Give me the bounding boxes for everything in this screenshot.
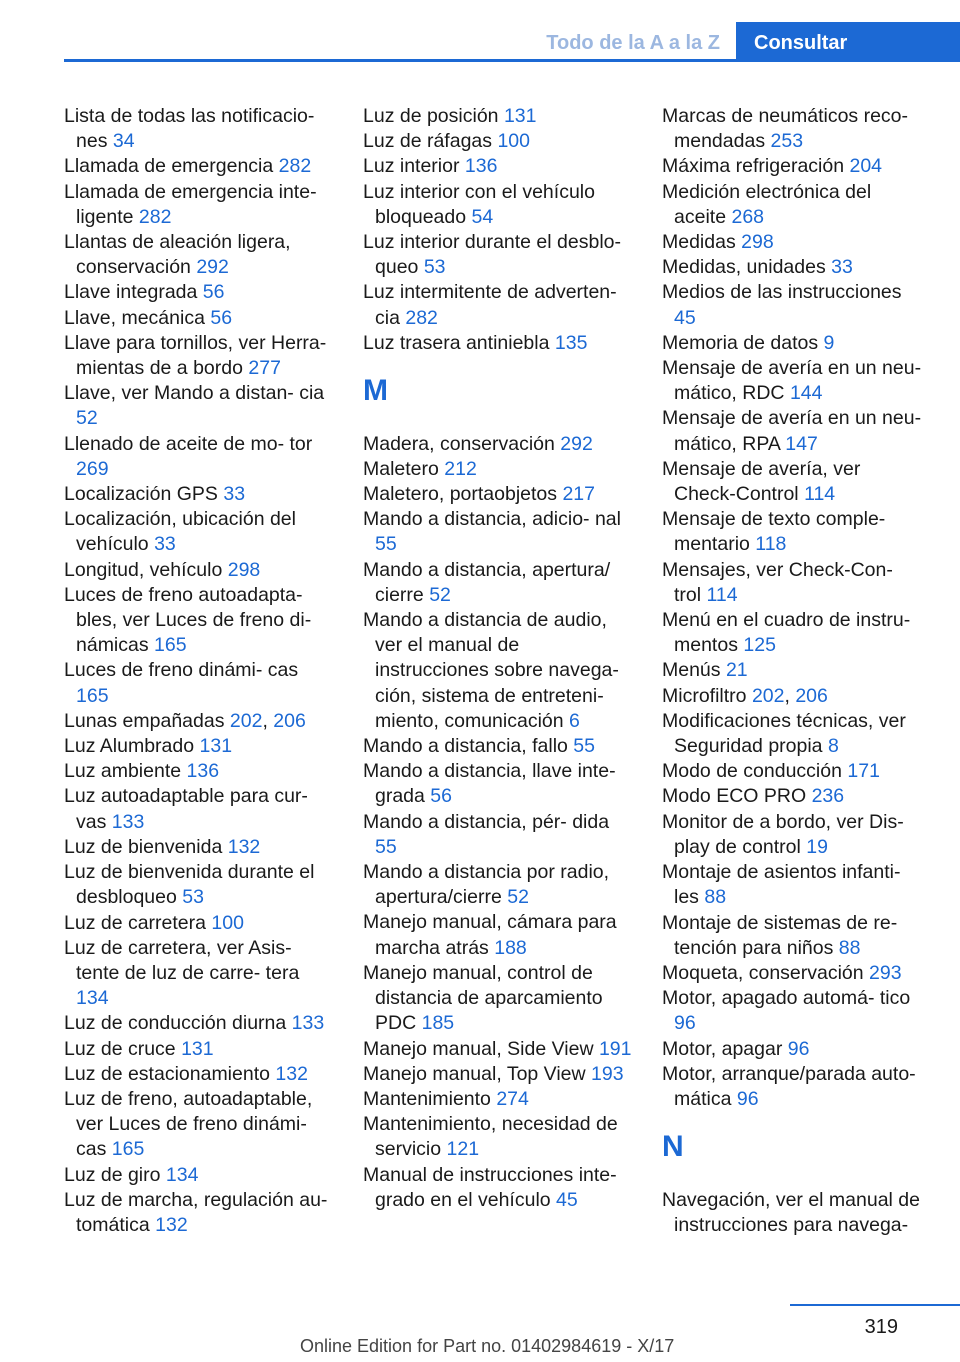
page-link[interactable]: 114	[706, 583, 738, 606]
entry-term: Medidas	[662, 231, 736, 254]
index-entry	[363, 1037, 635, 1062]
index-entry	[363, 129, 635, 154]
index-entry	[64, 860, 336, 910]
index-entry	[363, 734, 635, 759]
page-link[interactable]: 33	[223, 483, 246, 506]
index-entry	[363, 1062, 635, 1087]
entry-term: Llave para tornillos, ver Herra‐ mientas de a bordo	[64, 331, 327, 380]
entry-term: Máxima refrigeración	[662, 155, 845, 178]
entry-term: Luz de giro	[64, 1163, 161, 1186]
page-link[interactable]: 55	[375, 835, 397, 858]
page-link[interactable]: 191	[598, 1037, 632, 1060]
page-link[interactable]: 135	[554, 331, 588, 354]
entry-term: Montaje de asientos infanti‐ les	[662, 861, 901, 909]
entry-term: Mando a distancia de audio, ver el manual de instrucciones sobre navega‐ ción, sistema de entreteni‐ miento, comunicación	[363, 609, 619, 732]
entry-term: Llave, mecánica	[64, 306, 205, 329]
entry-term: Llamada de emergencia	[64, 155, 274, 178]
index-entry	[363, 910, 635, 960]
index-entry	[64, 1087, 336, 1163]
entry-term: Luces de freno dinámi‐ cas	[64, 659, 299, 682]
entry-term: Navegación, ver el manual de instrucciones para navega‐	[662, 1188, 920, 1236]
index-entry	[363, 180, 635, 230]
index-entry	[662, 154, 924, 179]
entry-term: Medidas, unidades	[662, 256, 826, 279]
entry-term: Luz interior durante el desblo‐ queo	[363, 231, 621, 279]
index-entry	[662, 356, 924, 406]
page-link[interactable]: 9	[823, 331, 835, 354]
index-entry	[64, 835, 336, 860]
index-entry	[363, 558, 635, 608]
header-bar	[64, 22, 960, 62]
entry-term: Madera, conservación	[363, 432, 555, 455]
page-link[interactable]: 56	[202, 281, 225, 304]
entry-term: Longitud, vehículo	[64, 558, 223, 581]
index-entry	[64, 432, 336, 482]
entry-term: Luz de estacionamiento	[64, 1062, 270, 1085]
index-entry	[363, 1112, 635, 1162]
index-entry	[64, 482, 336, 507]
index-entry	[662, 1037, 924, 1062]
header-rule	[64, 59, 960, 62]
page-link[interactable]: 136	[464, 155, 498, 178]
index-entry	[662, 457, 924, 507]
entry-term: Mando a distancia por radio, apertura/cierre	[363, 861, 610, 909]
index-entry	[662, 406, 924, 456]
page-link[interactable]: 274	[496, 1087, 529, 1110]
page-link[interactable]: 96	[787, 1037, 810, 1060]
page-link[interactable]: 33	[831, 256, 853, 279]
page-link[interactable]: 165	[76, 684, 109, 707]
index-entry	[64, 1188, 336, 1238]
page-link[interactable]: 132	[227, 835, 261, 858]
page-number: 319	[864, 1316, 898, 1338]
index-entry	[64, 154, 336, 179]
index-entry	[64, 230, 336, 280]
index-column-2	[363, 104, 635, 1213]
page-link[interactable]: 8	[827, 735, 839, 758]
entry-term: Localización, ubicación del vehículo	[64, 508, 296, 556]
entry-term: Luz interior con el vehículo bloqueado	[363, 180, 595, 228]
entry-term: Mando a distancia, fallo	[363, 735, 568, 758]
entry-term: Menú en el cuadro de instru‐ mentos	[662, 609, 911, 657]
entry-term: Memoria de datos	[662, 331, 819, 354]
page-link[interactable]: 55	[375, 533, 397, 556]
page-link[interactable]: 34	[112, 130, 135, 153]
entry-term: Manejo manual, Side View	[363, 1037, 594, 1060]
entry-term: Luz autoadaptable para cur‐ vas	[64, 785, 308, 833]
page-link[interactable]: 298	[227, 558, 261, 581]
page-link[interactable]: 96	[736, 1087, 759, 1110]
entry-term: Luz de conducción diurna	[64, 1012, 287, 1035]
entry-term: Llamada de emergencia inte‐ ligente	[64, 180, 317, 228]
index-entry	[64, 558, 336, 583]
entry-term: Luz de carretera	[64, 911, 206, 934]
entry-term: Motor, apagar	[662, 1037, 783, 1060]
index-entry	[64, 1011, 336, 1036]
page-link[interactable]: 206	[273, 709, 306, 732]
page-link[interactable]: 134	[76, 987, 109, 1010]
index-entry	[64, 381, 336, 431]
entry-term: Marcas de neumáticos reco‐ mendadas	[662, 105, 909, 153]
index-column-3	[662, 104, 924, 1238]
entry-term: Luz de bienvenida durante el desbloqueo	[64, 861, 315, 909]
page-link[interactable]: 131	[181, 1037, 214, 1060]
index-entry	[363, 154, 635, 179]
page-link[interactable]: 204	[849, 155, 883, 178]
index-entry	[363, 1163, 635, 1213]
page-link[interactable]: 52	[507, 886, 529, 909]
index-column-1	[64, 104, 336, 1238]
page-link[interactable]: 134	[165, 1163, 199, 1186]
entry-term: Luz de cruce	[64, 1037, 176, 1060]
page-link[interactable]: 282	[278, 155, 312, 178]
entry-term: Medición electrónica del aceite	[662, 180, 872, 228]
chapter-tab[interactable]: Consultar	[736, 22, 960, 62]
entry-term: Modificaciones técnicas, ver Seguridad propia	[662, 709, 906, 758]
entry-term: Mando a distancia, apertura/ cierre	[363, 558, 611, 606]
footer-rule	[790, 1304, 960, 1306]
entry-term: Moqueta, conservación	[662, 961, 864, 984]
index-entry	[64, 104, 336, 154]
entry-term: Luz trasera antiniebla	[363, 331, 550, 354]
page-link[interactable]: 202	[229, 709, 263, 732]
page-link[interactable]: 212	[444, 457, 477, 480]
index-entry	[363, 507, 635, 557]
index-entry	[64, 331, 336, 381]
page-link[interactable]: 45	[674, 306, 696, 329]
index-entry	[662, 1062, 924, 1112]
page-link[interactable]: 202	[751, 684, 785, 707]
page-link[interactable]: 21	[725, 659, 748, 682]
index-entry	[662, 860, 924, 910]
index-entry	[662, 961, 924, 986]
entry-term: Luz de carretera, ver Asis‐ tente de luz de carre‐ tera	[64, 936, 300, 984]
index-entry	[662, 608, 924, 658]
index-entry	[363, 230, 635, 280]
entry-term: Maletero	[363, 457, 439, 480]
index-entry	[363, 608, 635, 734]
page-link[interactable]: 217	[562, 483, 595, 506]
section-tab[interactable]: Todo de la A a la Z	[546, 32, 720, 54]
edition-text: Online Edition for Part no. 01402984619 - X/17	[300, 1336, 675, 1356]
page-link[interactable]: 292	[560, 432, 593, 455]
page-link[interactable]: 133	[291, 1012, 325, 1035]
index-entry	[662, 709, 924, 759]
page-link[interactable]: 144	[789, 382, 823, 405]
page-link[interactable]: 121	[446, 1138, 480, 1161]
entry-term: Llave integrada	[64, 281, 198, 304]
page-link[interactable]: 56	[210, 306, 233, 329]
entry-term: Luz intermitente de adverten‐ cia	[363, 281, 617, 329]
page-link[interactable]: 253	[770, 130, 804, 153]
page-link[interactable]: 96	[674, 1012, 696, 1035]
index-entry	[662, 507, 924, 557]
entry-term: Mensaje de texto comple‐ mentario	[662, 508, 886, 556]
index-entry	[662, 180, 924, 230]
page-link[interactable]: 55	[573, 735, 595, 758]
entry-term: Manual de instrucciones inte‐ grado en el vehículo	[363, 1163, 617, 1211]
index-entry	[662, 759, 924, 784]
entry-term: Motor, arranque/parada auto‐ mática	[662, 1062, 916, 1110]
page-link[interactable]: 165	[154, 634, 187, 657]
entry-term: Localización GPS	[64, 483, 218, 506]
entry-term: Monitor de a bordo, ver Dis‐ play de control	[662, 810, 904, 858]
entry-term: Microfiltro	[662, 684, 747, 707]
page-link[interactable]: 206	[795, 684, 828, 707]
entry-term: Mensajes, ver Check-Con‐ trol	[662, 558, 893, 606]
index-entry	[363, 810, 635, 860]
entry-term: Mando a distancia, llave inte‐ grada	[363, 760, 616, 808]
page-link[interactable]: 19	[806, 835, 828, 858]
section-letter: N	[662, 1130, 684, 1164]
page-link[interactable]: 132	[275, 1062, 308, 1085]
index-entry	[64, 911, 336, 936]
page-link[interactable]: 188	[494, 936, 527, 959]
page-link[interactable]: 53	[423, 256, 446, 279]
entry-term: Maletero, portaobjetos	[363, 483, 558, 506]
entry-term: Modo de conducción	[662, 760, 842, 783]
page-link[interactable]: 88	[838, 936, 861, 959]
entry-term: Modo ECO PRO	[662, 785, 807, 808]
index-entry	[662, 810, 924, 860]
page-link[interactable]: 56	[430, 785, 452, 808]
page-link[interactable]: 6	[569, 709, 580, 732]
page-link[interactable]: 298	[741, 231, 774, 254]
page-link[interactable]: 268	[731, 205, 765, 228]
page-link[interactable]: 185	[421, 1012, 455, 1035]
index-entry	[363, 961, 635, 1037]
entry-term: Mantenimiento	[363, 1087, 491, 1110]
page-link[interactable]: 125	[743, 634, 776, 657]
index-entry	[363, 457, 635, 482]
page-link[interactable]: 193	[591, 1062, 624, 1085]
page-link[interactable]: 53	[182, 886, 204, 909]
entry-term: Mensaje de avería, ver Check-Control	[662, 457, 861, 506]
entry-term: Mensaje de avería en un neu‐ mático, RDC	[662, 357, 922, 405]
index-entry	[662, 104, 924, 154]
index-entry: Microfiltro 202, 206	[662, 684, 828, 707]
page-link[interactable]: 88	[704, 886, 727, 909]
entry-term: Luz Alumbrado	[64, 735, 195, 758]
page-link[interactable]: 282	[138, 205, 172, 228]
entry-term: Luz interior	[363, 155, 460, 178]
page-link[interactable]: 131	[199, 735, 233, 758]
entry-term: Mando a distancia, pér‐ dida	[363, 810, 610, 833]
page-link[interactable]: 133	[111, 810, 145, 833]
index-entry	[662, 986, 924, 1036]
index-entry	[363, 759, 635, 809]
page-link[interactable]: 147	[785, 432, 818, 455]
index-entry: Lunas empañadas 202, 206	[64, 709, 306, 732]
index-entry	[662, 911, 924, 961]
page-link[interactable]: 52	[429, 583, 451, 606]
page-link[interactable]: 114	[804, 483, 836, 506]
entry-term: Lista de todas las notificacio‐ nes	[64, 105, 315, 153]
index-entry	[662, 1188, 924, 1238]
entry-term: Luz ambiente	[64, 760, 182, 783]
index-entry	[64, 583, 336, 659]
index-entry	[64, 507, 336, 557]
entry-term: Luz de marcha, regulación au‐ tomática	[64, 1188, 328, 1236]
page-link[interactable]: 131	[503, 105, 537, 127]
page-link[interactable]: 132	[155, 1213, 188, 1236]
entry-term: Medios de las instrucciones	[662, 281, 902, 304]
entry-term: Mantenimiento, necesidad de servicio	[363, 1113, 618, 1161]
index-entry	[64, 734, 336, 759]
entry-term: Menús	[662, 659, 721, 682]
index-entry	[363, 331, 635, 356]
page-link[interactable]: 171	[847, 760, 880, 783]
index-entry	[64, 759, 336, 784]
section-letter: M	[363, 374, 388, 408]
entry-term: Luz de ráfagas	[363, 130, 493, 153]
entry-term: Llenado de aceite de mo‐ tor	[64, 432, 313, 455]
index-entry	[662, 255, 924, 280]
page-link[interactable]: 100	[211, 911, 244, 934]
index-entry	[662, 784, 924, 809]
index-entry	[662, 558, 924, 608]
index-entry	[662, 280, 924, 330]
entry-term: Lunas empañadas	[64, 709, 225, 732]
page-link[interactable]: 282	[405, 306, 438, 329]
entry-term: Montaje de sistemas de re‐ tención para niños	[662, 911, 898, 959]
index-entry	[662, 658, 924, 683]
entry-term: Luces de freno autoadapta‐ bles, ver Luces de freno di‐ námicas	[64, 583, 312, 657]
page-link[interactable]: 54	[471, 205, 494, 228]
page-link[interactable]: 292	[196, 256, 229, 279]
index-entry	[363, 104, 635, 129]
page-link[interactable]: 165	[111, 1138, 145, 1161]
index-entry	[363, 482, 635, 507]
page-link[interactable]: 277	[248, 357, 281, 380]
index-entry	[64, 1037, 336, 1062]
index-entry	[64, 180, 336, 230]
index-entry	[363, 280, 635, 330]
page-link[interactable]: 118	[755, 533, 787, 556]
index-entry	[64, 784, 336, 834]
index-entry	[363, 1087, 635, 1112]
page-link[interactable]: 100	[497, 130, 530, 153]
index-entry	[363, 860, 635, 910]
index-entry	[64, 1062, 336, 1087]
page-link[interactable]: 236	[811, 785, 845, 808]
page-link[interactable]: 52	[76, 407, 98, 430]
index-entry	[64, 1163, 336, 1188]
entry-term: Manejo manual, control de distancia de aparcamiento PDC	[363, 961, 603, 1035]
index-entry	[64, 658, 336, 708]
entry-term: Luz de bienvenida	[64, 835, 223, 858]
index-entry	[64, 936, 336, 1012]
entry-term: Manejo manual, cámara para marcha atrás	[363, 911, 617, 959]
entry-term: Llave, ver Mando a distan‐ cia	[64, 382, 325, 405]
entry-term: Mensaje de avería en un neu‐ mático, RPA	[662, 407, 922, 455]
entry-term: Llantas de aleación ligera, conservación	[64, 231, 291, 279]
entry-term: Motor, apagado automá‐ tico	[662, 987, 911, 1010]
page-link[interactable]: 293	[869, 961, 902, 984]
index-entry	[64, 280, 336, 305]
index-entry	[662, 230, 924, 255]
page-link[interactable]: 136	[186, 760, 220, 783]
index-entry	[363, 432, 635, 457]
index-entry	[64, 306, 336, 331]
index-entry	[662, 331, 924, 356]
page-link[interactable]: 45	[556, 1188, 578, 1211]
entry-term: Luz de freno, autoadaptable, ver Luces de freno dinámi‐ cas	[64, 1087, 313, 1161]
page-link[interactable]: 33	[154, 533, 176, 556]
entry-term: Mando a distancia, adicio‐ nal	[363, 508, 621, 531]
entry-term: Luz de posición	[363, 105, 499, 127]
page-link[interactable]: 269	[76, 457, 109, 480]
entry-term: Manejo manual, Top View	[363, 1062, 586, 1085]
